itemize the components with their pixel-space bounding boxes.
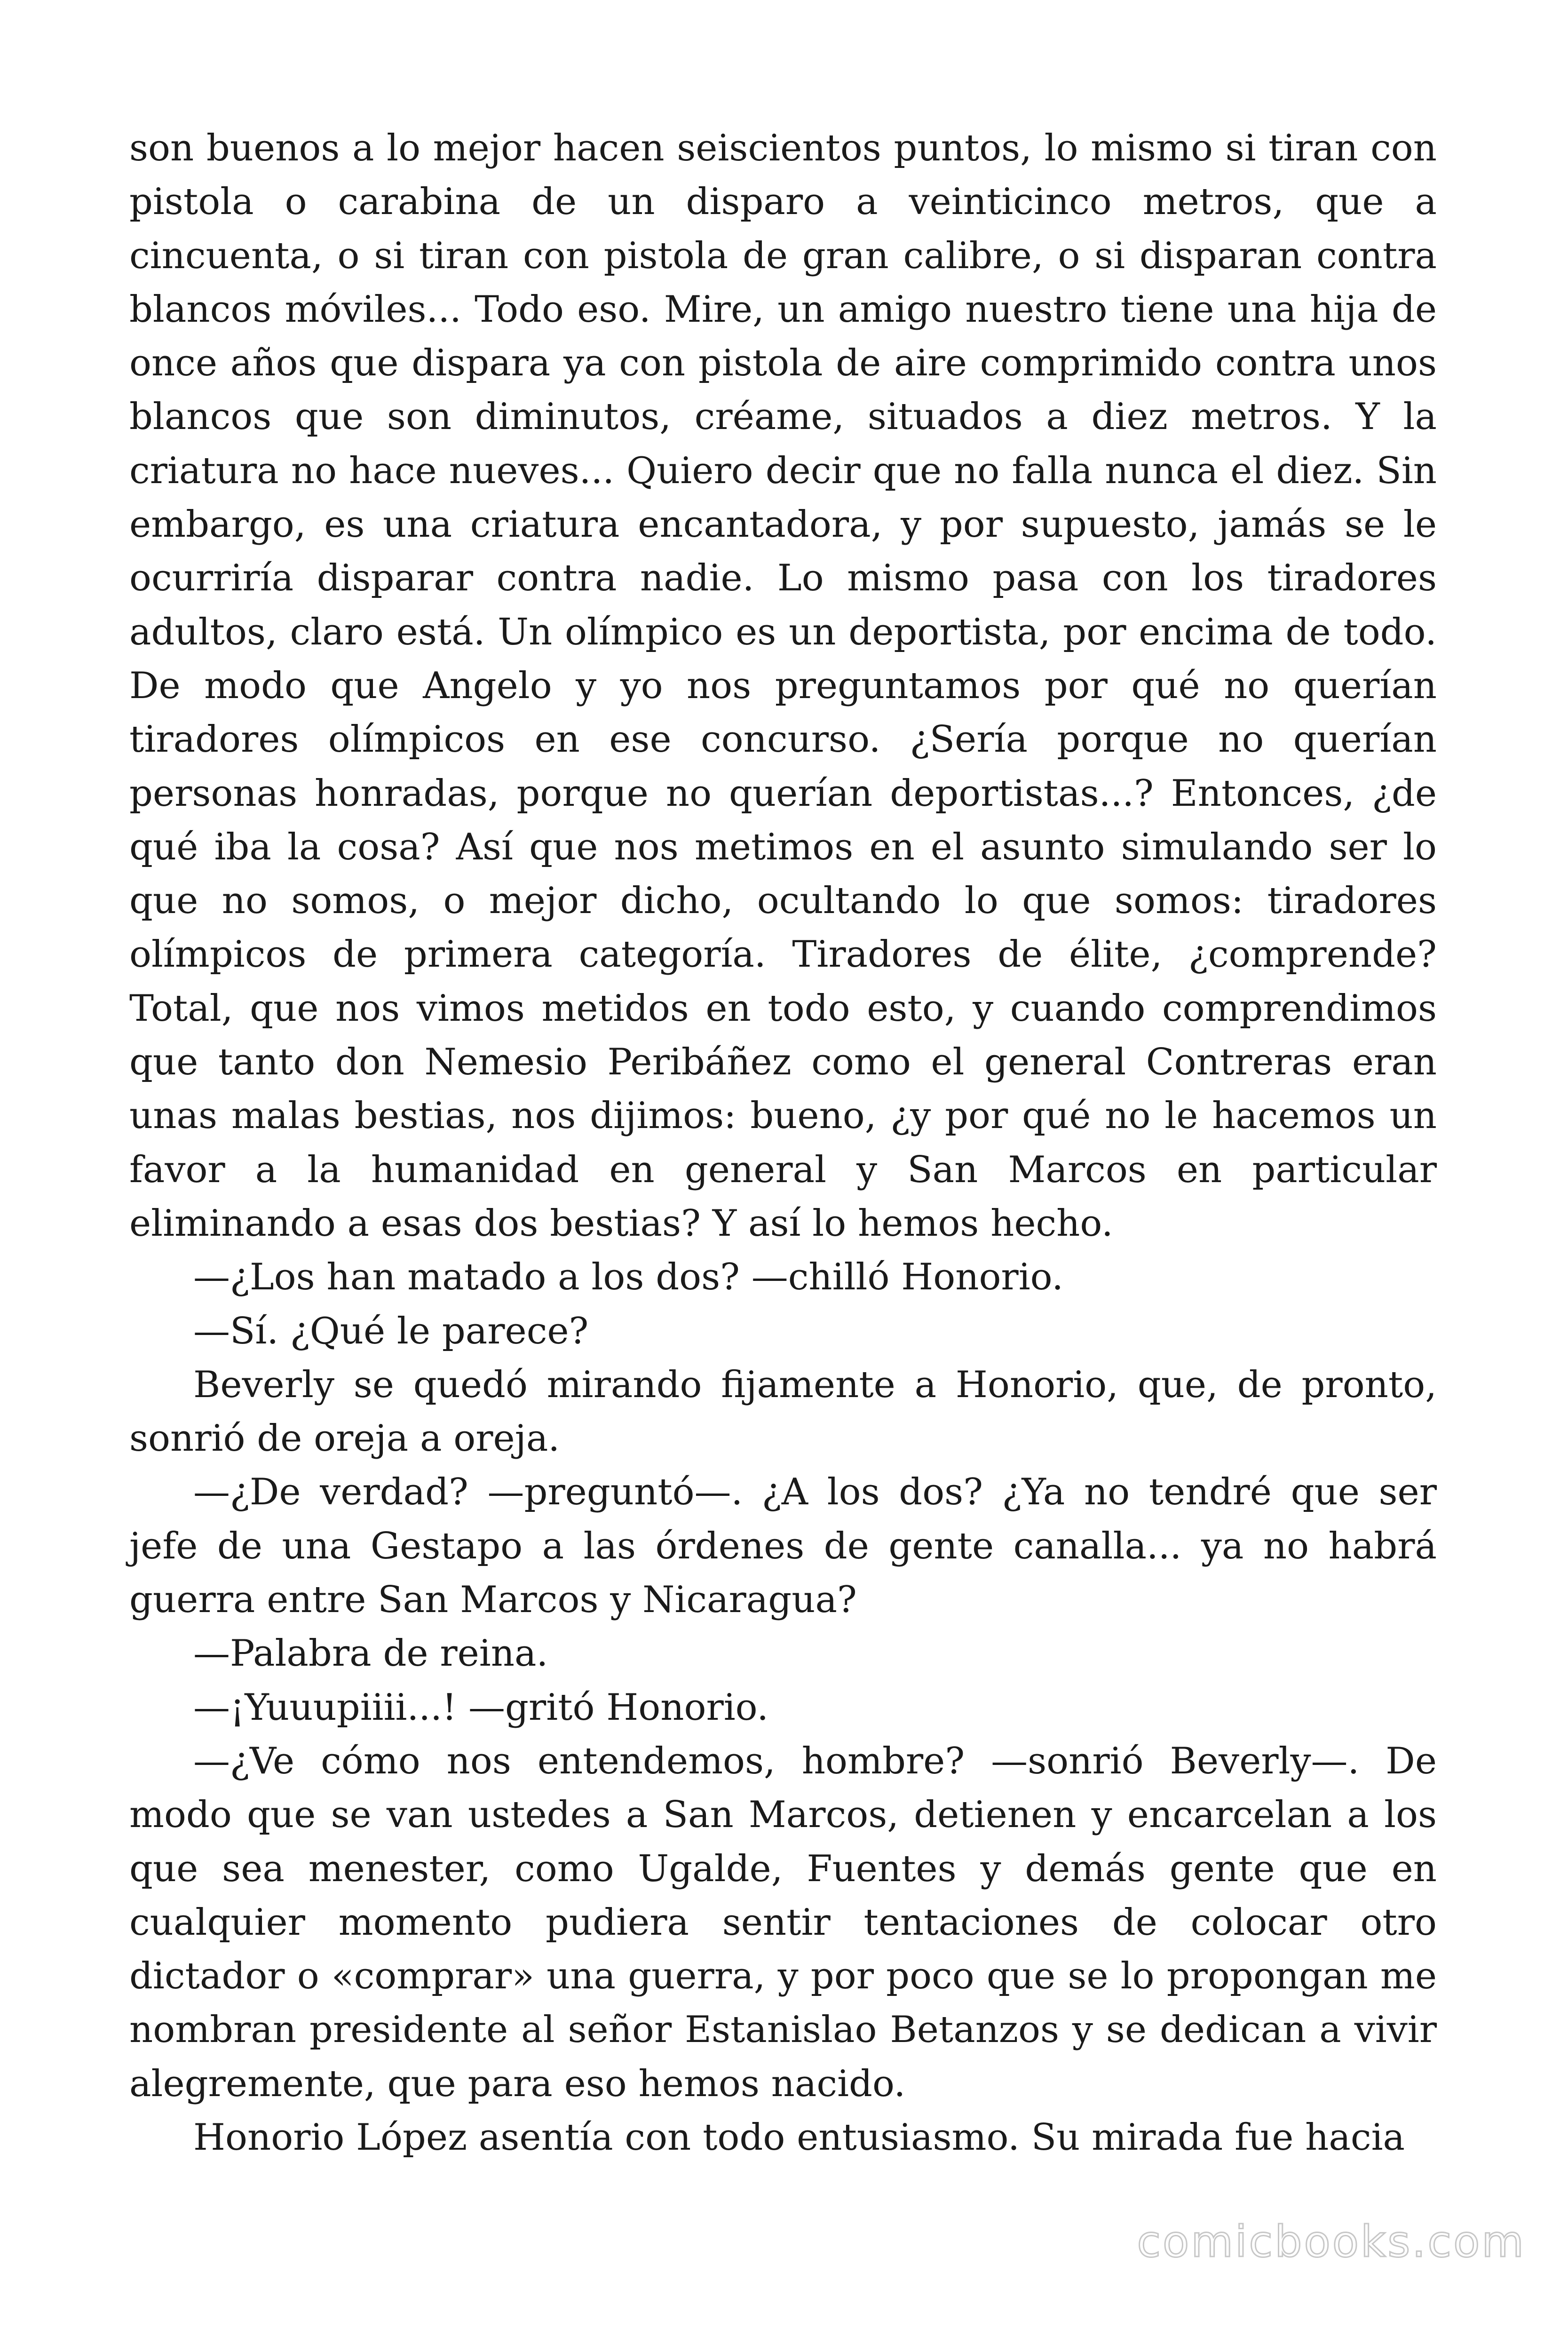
paragraph-5: —¿De verdad? —preguntó—. ¿A los dos? ¿Ya no tendré que ser jefe de una Gestapo a las órdenes de gente canalla... ya no habrá guerra entre San Marcos y Nicaragua? [129, 1471, 1437, 1621]
paragraph-7: —¡Yuuupiiii...! —gritó Honorio. [193, 1686, 769, 1729]
paragraph-8: —¿Ve cómo nos entendemos, hombre? —sonrió Beverly—. De modo que se van ustedes a San Marcos, detienen y encarcelan a los que sea menester, como Ugalde, Fuentes y demás gente que en cualquier momento pudiera sentir tentaciones de colocar otro dictador o «comprar» una guerra, y por poco que se lo propongan me nombran presidente al señor Estanislao Betanzos y se dedican a vivir alegremente, que para eso hemos nacido. [129, 1740, 1437, 2105]
paragraph-9: Honorio López asentía con todo entusiasmo. Su mirada fue hacia [193, 2116, 1405, 2159]
paragraph-4: Beverly se quedó mirando fijamente a Honorio, que, de pronto, sonrió de oreja a oreja. [129, 1363, 1437, 1460]
paragraph-6: —Palabra de reina. [193, 1632, 548, 1675]
watermark: comicbooks.com [1137, 2217, 1526, 2267]
paragraph-1: son buenos a lo mejor hacen seiscientos puntos, lo mismo si tiran con pistola o carabina de un disparo a veinticinco metros, que a cincuenta, o si tiran con pistola de gran calibre, o si disparan contra blancos móviles... Todo eso. Mire, un amigo nuestro tiene una hija de once años que dispara ya con pistola de aire comprimido contra unos blancos que son diminutos, créame, situados a diez metros. Y la criatura no hace nueves... Quiero decir que no falla nunca el diez. Sin embargo, es una criatura encantadora, y por supuesto, jamás se le ocurriría disparar contra nadie. Lo mismo pasa con los tiradores adultos, claro está. Un olímpico es un deportista, por encima de todo. De modo que Angelo y yo nos preguntamos por qué no querían tiradores olímpicos en ese concurso. ¿Sería porque no querían personas honradas, porque no querían deportistas...? Entonces, ¿de qué iba la cosa? Así que nos metimos en el asunto simulando ser lo que no somos, o mejor dicho, ocultando lo que somos: tiradores olímpicos de primera categoría. Tiradores de élite, ¿comprende? Total, que nos vimos metidos en todo esto, y cuando comprendimos que tanto don Nemesio Peribáñez como el general Contreras eran unas malas bestias, nos dijimos: bueno, ¿y por qué no le hacemos un favor a la humanidad en general y San Marcos en particular eliminando a esas dos bestias? Y así lo hemos hecho. [129, 127, 1437, 1245]
paragraph-2: —¿Los han matado a los dos? —chilló Honorio. [193, 1256, 1064, 1299]
page-body [129, 121, 1437, 2164]
paragraph-3: —Sí. ¿Qué le parece? [193, 1310, 589, 1352]
